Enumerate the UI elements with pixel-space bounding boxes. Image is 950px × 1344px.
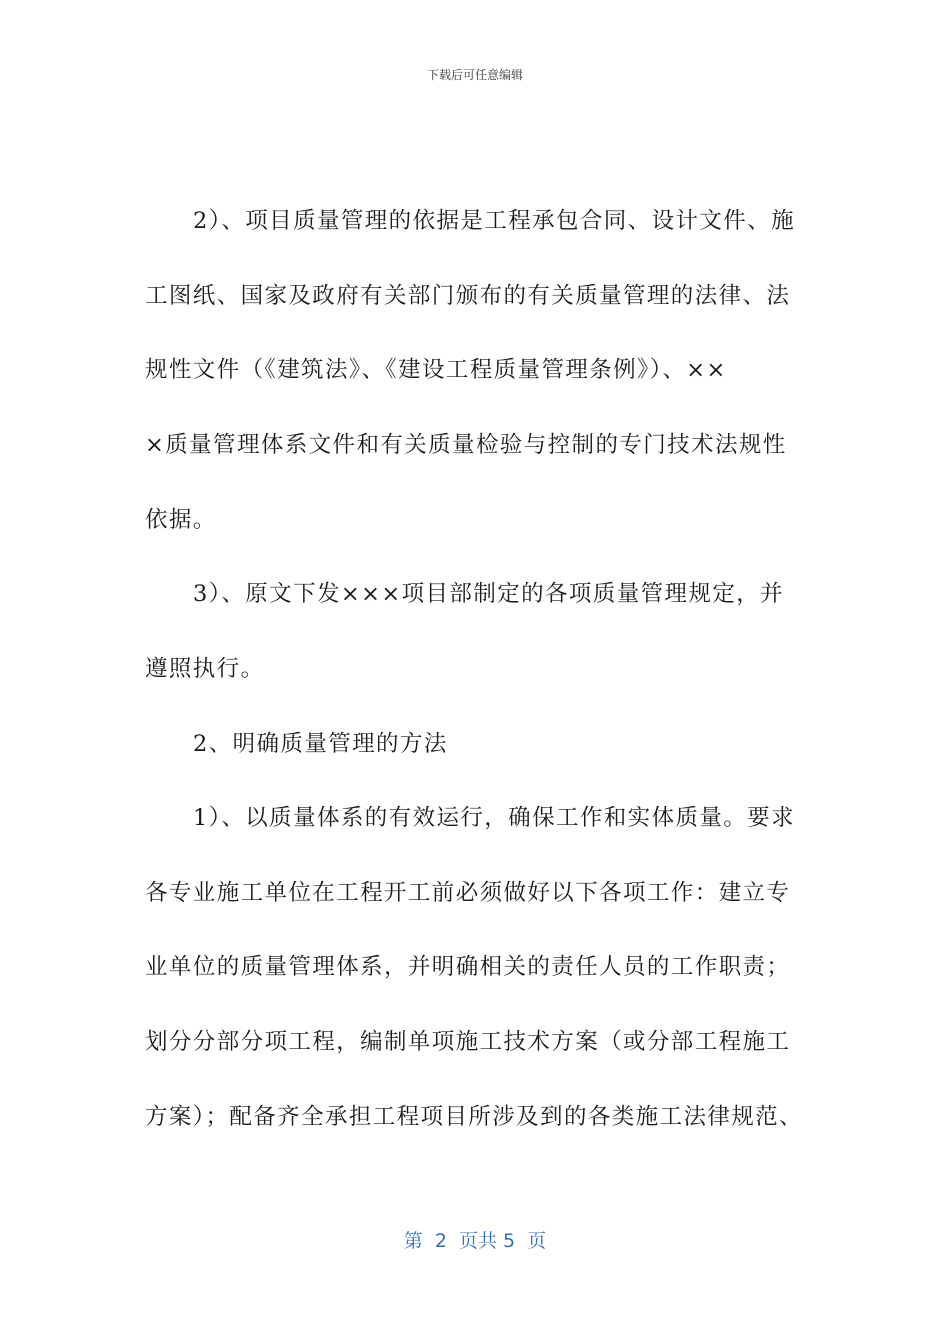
paragraph-line: ×质量管理体系文件和有关质量检验与控制的专门技术法规性 (145, 432, 787, 458)
paragraph-line: 工图纸、国家及政府有关部门颁布的有关质量管理的法律、法 (145, 283, 791, 309)
paragraph-line: 1）、以质量体系的有效运行，确保工作和实体质量。要求 (193, 805, 795, 831)
paragraph-line: 各专业施工单位在工程开工前必须做好以下各项工作：建立专 (145, 880, 791, 906)
paragraph-line: 依据。 (145, 507, 217, 533)
page-header: 下载后可任意编辑 (426, 68, 523, 82)
paragraph-line: 遵照执行。 (145, 656, 265, 682)
paragraph-line: 3）、原文下发×××项目部制定的各项质量管理规定，并 (193, 581, 785, 607)
paragraph-line: 规性文件（《建筑法》、《建设工程质量管理条例》）、×× (145, 357, 727, 383)
page-number: 第 2 页共 5 页 (403, 1230, 547, 1252)
section-heading: 2、明确质量管理的方法 (193, 731, 448, 757)
paragraph-line: 划分分部分项工程，编制单项施工技术方案（或分部工程施工 (145, 1029, 791, 1055)
paragraph-line: 方案）；配备齐全承担工程项目所涉及到的各类施工法律规范、 (145, 1104, 803, 1130)
paragraph-line: 业单位的质量管理体系，并明确相关的责任人员的工作职责； (145, 954, 791, 980)
paragraph-line: 2）、项目质量管理的依据是工程承包合同、设计文件、施 (193, 208, 795, 234)
